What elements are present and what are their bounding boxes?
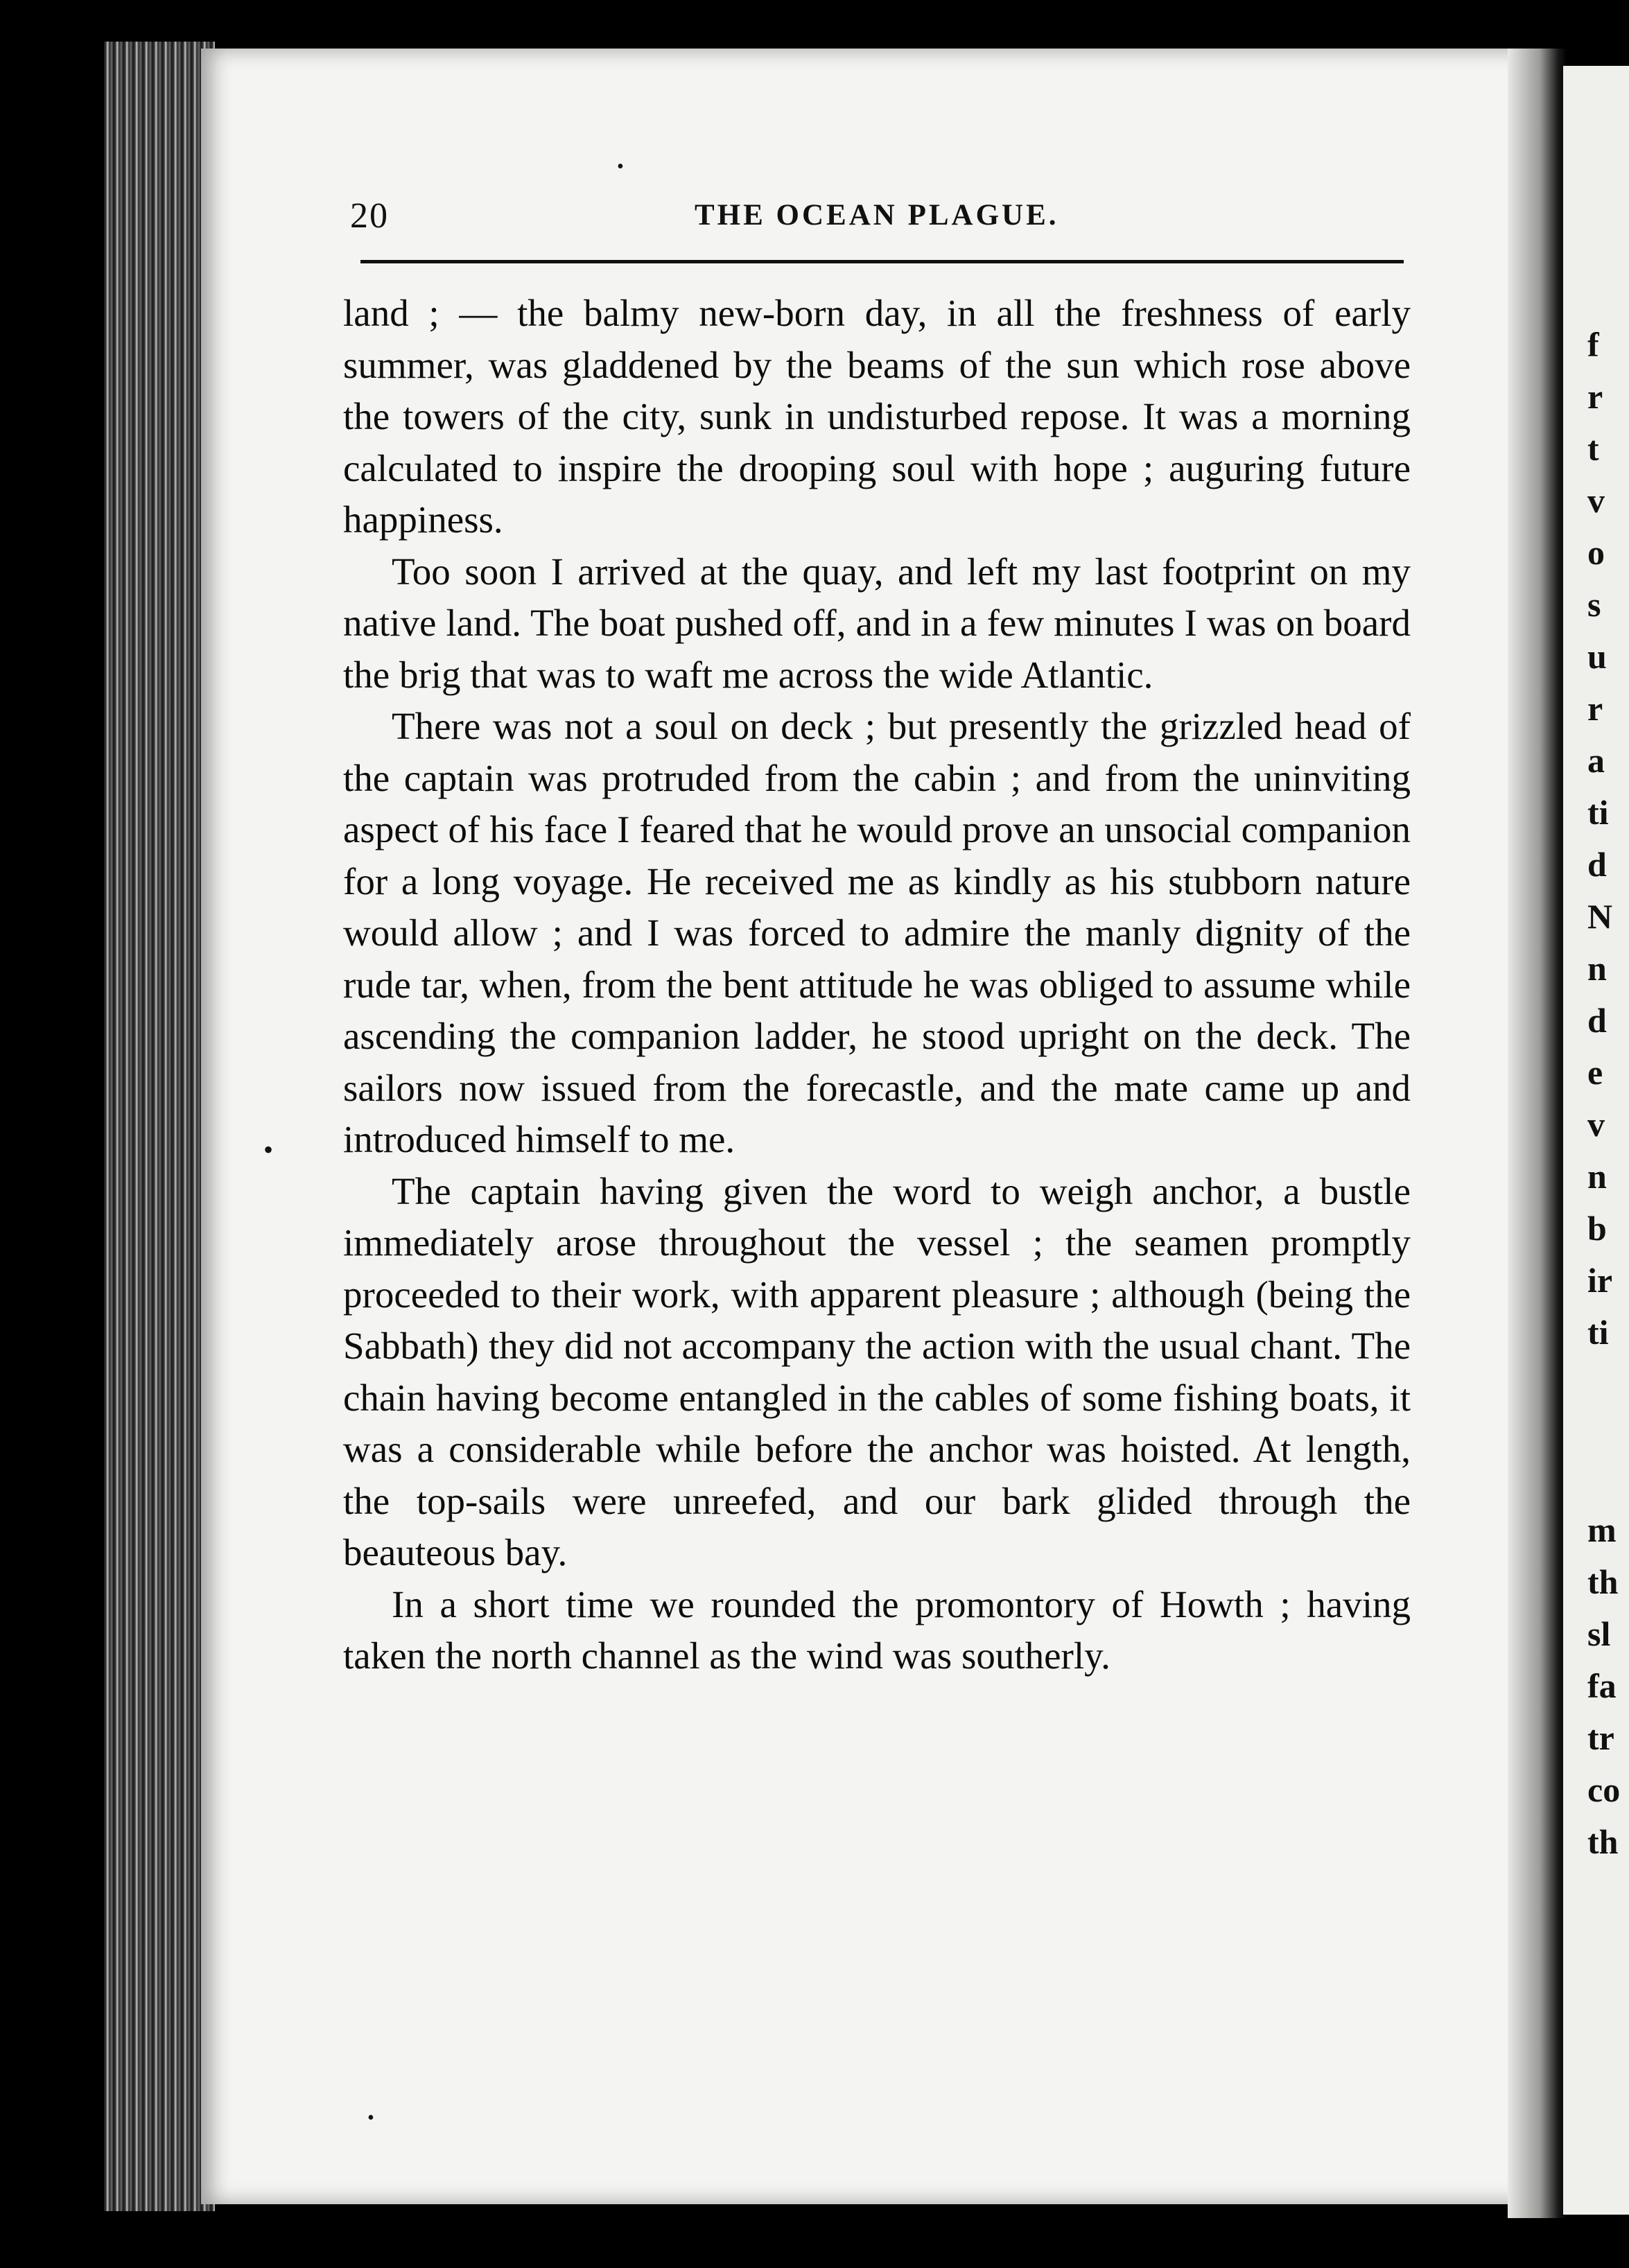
book-spine-edge: [104, 42, 215, 2211]
facing-fragment: f: [1587, 325, 1599, 364]
facing-fragment: v: [1587, 1105, 1605, 1144]
margin-dot-mark: •: [263, 1134, 274, 1165]
facing-fragment: m: [1587, 1510, 1617, 1549]
facing-fragment: th: [1587, 1562, 1619, 1601]
facing-fragment: co: [1587, 1770, 1621, 1809]
facing-fragment: n: [1587, 1157, 1607, 1196]
facing-fragment: v: [1587, 481, 1605, 520]
body-text: [343, 288, 1411, 1682]
facing-page-text: [1587, 0, 1629, 1868]
facing-fragment: n: [1587, 949, 1607, 988]
bottom-dot-mark: •: [367, 2107, 374, 2129]
facing-fragment: sl: [1587, 1614, 1611, 1653]
facing-fragment: a: [1587, 741, 1605, 780]
page-number: 20: [350, 196, 389, 236]
facing-fragment: r: [1587, 377, 1603, 416]
facing-fragment: r: [1587, 689, 1603, 728]
facing-fragment: tr: [1587, 1718, 1614, 1757]
header-rule: [360, 260, 1404, 263]
facing-fragment: th: [1587, 1822, 1619, 1861]
paragraph: Too soon I arrived at the quay, and left my last footprint on my native land. The boat pushed off, and in a few minutes I was on board the brig that was to waft me across the wide Atlantic.: [343, 550, 1411, 696]
facing-fragment: b: [1587, 1209, 1607, 1248]
page-gutter: [1508, 49, 1567, 2218]
paragraph: There was not a soul on deck ; but presently the grizzled head of the captain was protruded from the cabin ; and from the uninviting aspect of his face I feared that he would prove an unsocial companion for a long voyage. He received me as kindly as his stubborn nature would allow ; and I was forced to admire the manly dignity of the rude tar, when, from the bent attitude he was obliged to assume while ascending the companion ladder, he stood upright on the deck. The sailors now issued from the forecastle, and the mate came up and introduced himself to me.: [343, 705, 1411, 1160]
facing-fragment: t: [1587, 429, 1599, 468]
facing-fragment: N: [1587, 897, 1613, 936]
paragraph: land ; — the balmy new-born day, in all the freshness of early summer, was gladdened by the beams of the sun which rose above the towers of the city, sunk in undisturbed repose. It was a morning calculated to inspire the drooping soul with hope ; auguring future happiness.: [343, 292, 1411, 541]
facing-fragment: o: [1587, 533, 1605, 572]
facing-fragment: d: [1587, 1001, 1607, 1040]
facing-fragment: s: [1587, 585, 1601, 624]
running-header: [350, 195, 1404, 244]
facing-fragment: u: [1587, 637, 1607, 676]
top-dot-mark: •: [617, 156, 624, 177]
facing-fragment: ti: [1587, 793, 1609, 832]
facing-fragment: ti: [1587, 1313, 1609, 1352]
paragraph: In a short time we rounded the promontory of Howth ; having taken the north channel as the wind was southerly.: [343, 1582, 1411, 1677]
facing-fragment: d: [1587, 845, 1607, 884]
paragraph: The captain having given the word to weigh anchor, a bustle immediately arose throughout the vessel ; the seamen promptly proceeded to their work, with apparent pleasure ; although (being the Sabbath) they did not accompany the action with the usual chant. The chain having become entangled in the cables of some fishing boats, it was a considerable while before the anchor was hoisted. At length, the top-sails were unreefed, and our bark glided through the beauteous bay.: [343, 1169, 1411, 1573]
facing-fragment: ir: [1587, 1261, 1613, 1300]
facing-fragment: fa: [1587, 1666, 1617, 1705]
facing-fragment: e: [1587, 1053, 1603, 1092]
running-title: THE OCEAN PLAGUE.: [695, 199, 1059, 232]
